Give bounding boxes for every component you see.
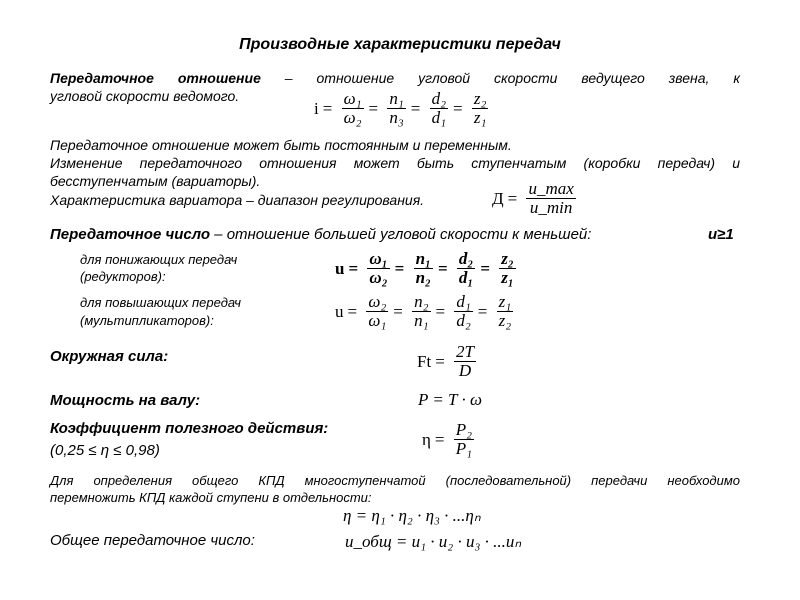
ratio-definition-line1 [50,70,740,87]
para-line1: Передаточное отношение может быть постоянным и переменным. [50,137,512,153]
gear-number-definition: Передаточное число – отношение большей угловой скорости к меньшей: [50,226,592,243]
fraction-omega: $\frac{\text{ω₁}}{\text{ω₂}}$ [343,89,362,127]
total-formula: u_общ = u₁ · u₂ · u₃ · ...uₙ [345,532,522,551]
force-label: Окружная сила: [50,348,169,365]
ratio-term: Передаточное отношение [50,70,261,86]
increasing-label-line2: (мультипликаторов): [80,313,214,328]
reducing-label-line2: (редукторов): [80,269,166,284]
reducing-formula: u = $\frac{\text{ω₁}}{\text{ω₂}}$ = $\frac{\text{n₁}}{\text{n₂}}$ = $\frac{\text{d₂}}{\text{d₁}}$ = $\frac{\text{z₂}}{\text{z₁}}$ [335,249,514,287]
variator-formula: Д = $\frac{u\_\max}{u\_\min}$ [492,179,574,217]
para-line3: бесступенчатым (вариаторы). [50,173,261,189]
gear-number-term: Передаточное число [50,226,211,243]
efficiency-formula: η = $\frac{\text{P₂}}{\text{P₁}}$ [422,420,473,458]
ratio-definition-text: – отношение угловой скорости ведущего звена, к [260,70,740,86]
formula-lhs: i [314,98,319,118]
force-formula: Ft = $\frac{2T}{D}$ [417,342,474,380]
multi-line1: Для определения общего КПД многоступенчатой (последовательной) передачи необходимо [50,473,740,488]
ratio-formula: i = $\frac{\text{ω₁}}{\text{ω₂}}$ = $\frac{\text{n₁}}{\text{n₃}}$ = $\frac{\text{d₂}}{\text{d₁}}$ = $\frac{\text{z₂}}{\text{z₁}}$ [314,89,487,127]
para-line2: Изменение передаточного отношения может быть ступенчатым (коробки передач) и [50,155,740,171]
multi-line2: перемножить КПД каждой ступени в отдельности: [50,490,372,505]
fraction-d: $\frac{\text{d₂}}{\text{d₁}}$ [431,89,447,127]
total-label: Общее передаточное число: [50,532,255,549]
fraction-z: $\frac{\text{z₂}}{\text{z₁}}$ [473,89,487,127]
ratio-definition-line2: угловой скорости ведомого. [50,88,240,104]
reducing-label-line1: для понижающих передач [80,252,238,267]
gear-number-condition: u≥1 [708,226,734,243]
para-line4: Характеристика вариатора – диапазон регулирования. [50,192,425,208]
multi-formula: η = η₁ · η₂ · η₃ · ...ηₙ [343,506,481,525]
efficiency-range: (0,25 ≤ η ≤ 0,98) [50,442,160,459]
increasing-label-line1: для повышающих передач [80,295,241,310]
power-label: Мощность на валу: [50,392,201,409]
fraction-n: $\frac{\text{n₁}}{\text{n₃}}$ [389,89,404,127]
efficiency-label: Коэффициент полезного действия: [50,420,329,437]
power-formula: P = T · ω [418,390,482,409]
page-title: Производные характеристики передач [239,36,561,53]
increasing-formula: u = $\frac{\text{ω₂}}{\text{ω₁}}$ = $\frac{\text{n₂}}{\text{n₁}}$ = $\frac{\text{d₁}}{\text{d₂}}$ = $\frac{\text{z₁}}{\text{z₂}}$ [335,292,512,330]
